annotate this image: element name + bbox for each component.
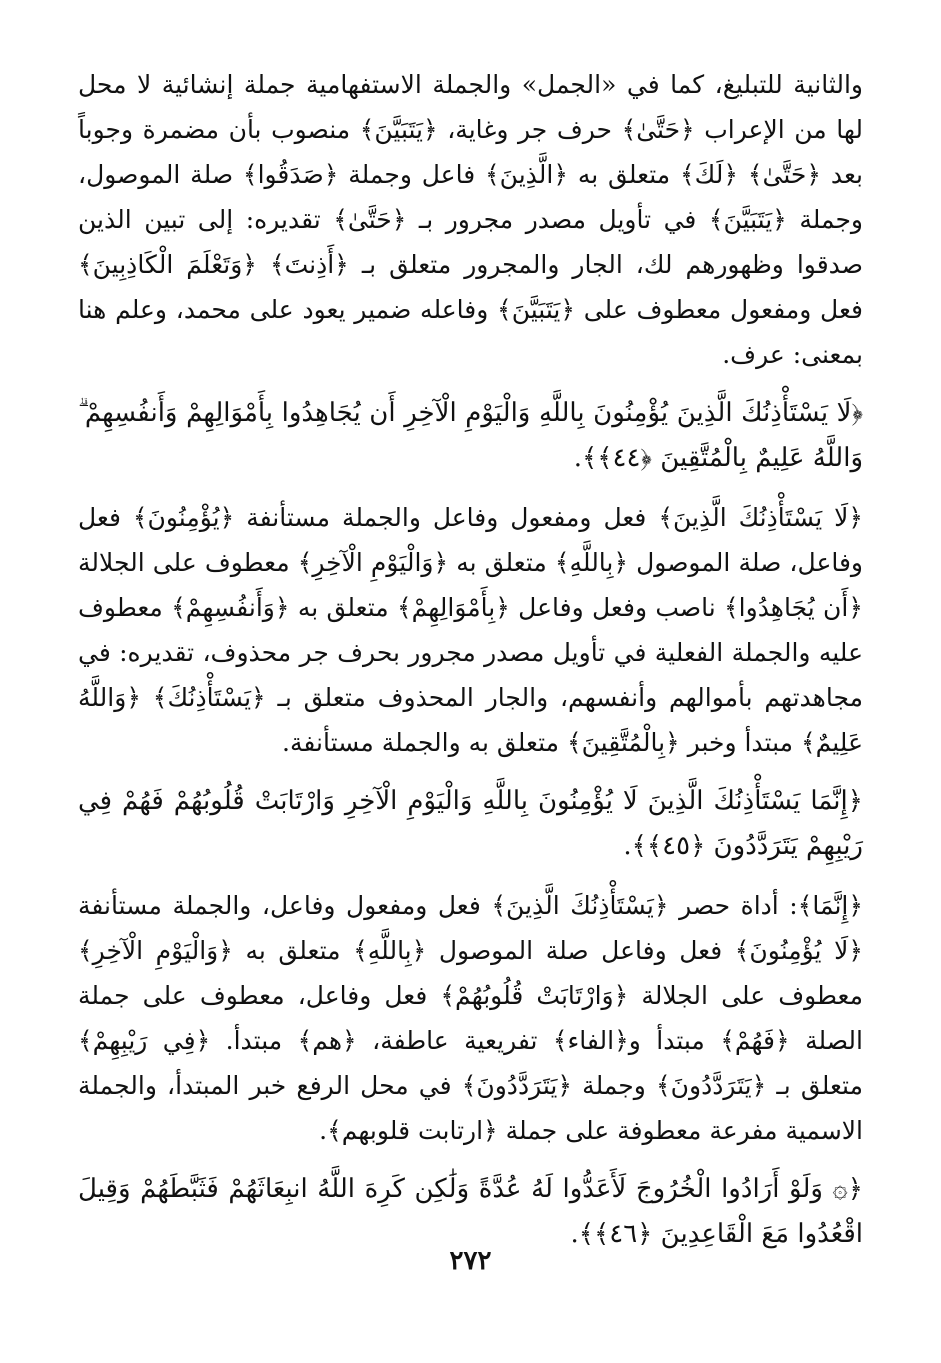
page-number: ٢٧٢ bbox=[449, 1246, 492, 1276]
commentary-paragraph: ﴿إِنَّمَا﴾: أداة حصر ﴿يَسْتَأْذِنُكَ الَّذِينَ﴾ فعل ومفعول وفاعل، والجملة مستأنفة ﴿لَا يُؤْمِنُونَ﴾ فعل وفاعل صلة الموصول ﴿بِاللَّهِ﴾ متعلق به ﴿وَالْيَوْمِ الْآخِرِ﴾ معطوف على الجلالة ﴿وَارْتَابَتْ قُلُوبُهُمْ﴾ فعل وفاعل، معطوف على جملة الصلة ﴿فَهُمْ﴾ مبتدأ و﴿الفاء﴾ تفريعية عاطفة، ﴿هم﴾ مبتدأ. ﴿فِي رَيْبِهِمْ﴾ متعلق بـ ﴿يَتَرَدَّدُونَ﴾ وجملة ﴿يَتَرَدَّدُونَ﴾ في محل الرفع خبر المبتدأ، والجملة الاسمية مفرعة معطوفة على جملة ﴿ارتابت قلوبهم﴾. bbox=[78, 891, 863, 1145]
quran-verse: ﴿۞ وَلَوْ أَرَادُوا الْخُرُوجَ لَأَعَدُّوا لَهُ عُدَّةً وَلَٰكِن كَرِهَ اللَّهُ انبِعَاثَهُمْ فَثَبَّطَهُمْ وَقِيلَ اقْعُدُوا مَعَ الْقَاعِدِينَ ﴿٤٦﴾﴾. bbox=[78, 1174, 863, 1249]
quran-verse: ﴿إِنَّمَا يَسْتَأْذِنُكَ الَّذِينَ لَا يُؤْمِنُونَ بِاللَّهِ وَالْيَوْمِ الْآخِرِ وَارْتَابَتْ قُلُوبُهُمْ فَهُمْ فِي رَيْبِهِمْ يَتَرَدَّدُونَ ﴿٤٥﴾﴾. bbox=[78, 786, 863, 861]
commentary-paragraph: ﴿لَا يَسْتَأْذِنُكَ الَّذِينَ﴾ فعل ومفعول وفاعل والجملة مستأنفة ﴿يُؤْمِنُونَ﴾ فعل وفاعل، صلة الموصول ﴿بِاللَّهِ﴾ متعلق به ﴿وَالْيَوْمِ الْآخِرِ﴾ معطوف على الجلالة ﴿أَن يُجَاهِدُوا﴾ ناصب وفعل وفاعل ﴿بِأَمْوَالِهِمْ﴾ متعلق به ﴿وَأَنفُسِهِمْ﴾ معطوف عليه والجملة الفعلية في تأويل مصدر مجرور بحرف جر محذوف، تقديره: في مجاهدتهم بأموالهم وأنفسهم، والجار المحذوف متعلق بـ ﴿يَسْتَأْذِنُكَ﴾ ﴿وَاللَّهُ عَلِيمٌ﴾ مبتدأ وخبر ﴿بِالْمُتَّقِينَ﴾ متعلق به والجملة مستأنفة. bbox=[78, 503, 863, 757]
quran-verse: ﴿لَا يَسْتَأْذِنُكَ الَّذِينَ يُؤْمِنُونَ بِاللَّهِ وَالْيَوْمِ الْآخِرِ أَن يُجَاهِدُوا بِأَمْوَالِهِمْ وَأَنفُسِهِمْ ۗ وَاللَّهُ عَلِيمٌ بِالْمُتَّقِينَ ﴿٤٤﴾﴾. bbox=[78, 398, 863, 473]
commentary-paragraph: والثانية للتبليغ، كما في «الجمل» والجملة الاستفهامية جملة إنشائية لا محل لها من الإعراب ﴿حَتَّىٰ﴾ حرف جر وغاية، ﴿يَتَبَيَّنَ﴾ منصوب بأن مضمرة وجوباً بعد ﴿حَتَّىٰ﴾ ﴿لَكَ﴾ متعلق به ﴿الَّذِينَ﴾ فاعل وجملة ﴿صَدَقُوا﴾ صلة الموصول، وجملة ﴿يَتَبَيَّنَ﴾ في تأويل مصدر مجرور بـ ﴿حَتَّىٰ﴾ تقديره: إلى تبين الذين صدقوا وظهورهم لك، الجار والمجرور متعلق بـ ﴿أَذِنتَ﴾ ﴿وَتَعْلَمَ الْكَاذِبِينَ﴾ فعل ومفعول معطوف على ﴿يَتَبَيَّنَ﴾ وفاعله ضمير يعود على محمد، وعلم هنا بمعنى: عرف. bbox=[78, 70, 863, 369]
